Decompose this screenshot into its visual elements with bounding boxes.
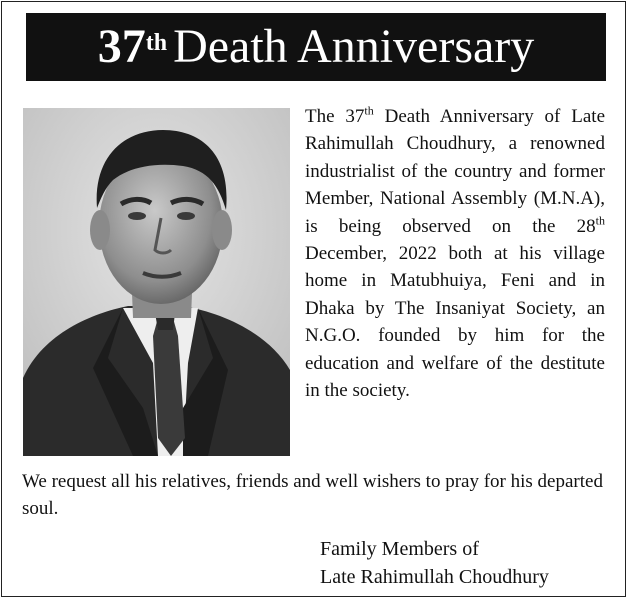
signature-line-2: Late Rahimullah Choudhury: [320, 566, 549, 588]
announcement-paragraph: [305, 103, 605, 404]
portrait-photo: [23, 108, 290, 456]
body-text-part-1: The 37: [305, 106, 365, 127]
signature-block: [320, 535, 549, 591]
body-ordinal-suffix-1: th: [364, 103, 374, 118]
prayer-request-text: We request all his relatives, friends and well wishers to pray for his departed soul.: [22, 471, 603, 519]
title-ordinal-suffix: th: [145, 29, 168, 56]
signature-line-1: Family Members of: [320, 538, 479, 560]
body-text-part-3: December, 2022 both at his village home in Matubhuiya, Feni and in Dhaka by The Insaniyat Society, an N.G.O. founded by him for the education and welfare of the destitute in the society.: [305, 243, 605, 402]
title-text: Death Anniversary: [173, 20, 535, 73]
prayer-request: [22, 468, 612, 522]
body-text-part-2: Death Anniversary of Late Rahimullah Choudhury, a renowned industrialist of the country and former Member, National Assembly (M.N.A), is being observed on the 28: [305, 106, 605, 237]
body-ordinal-suffix-2: th: [595, 213, 605, 228]
title-number: 37: [97, 20, 146, 73]
portrait-photo-icon: [23, 108, 290, 456]
notice-title: [26, 13, 606, 81]
